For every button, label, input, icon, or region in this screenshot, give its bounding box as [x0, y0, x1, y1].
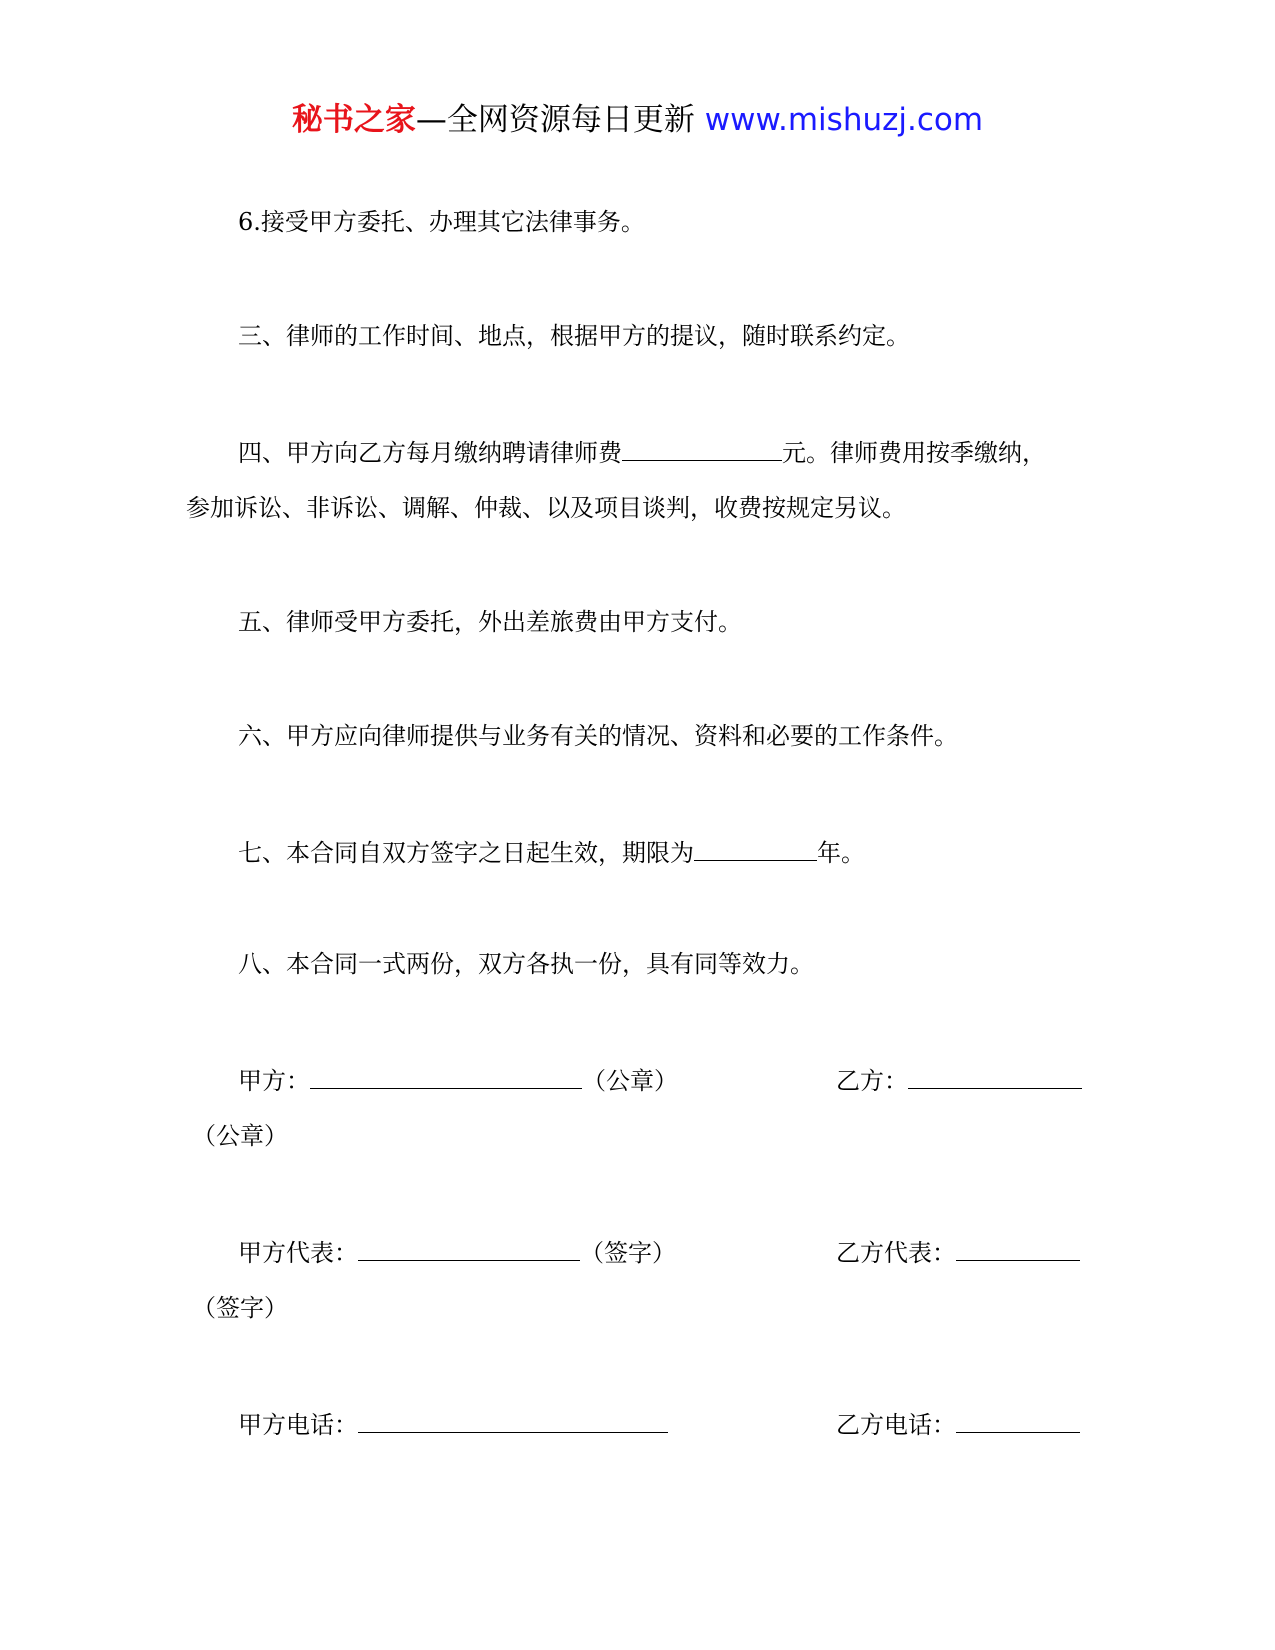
site-url: www.mishuzj.com	[704, 102, 984, 138]
party-a-blank	[310, 1062, 582, 1089]
rep-b-blank	[956, 1234, 1080, 1261]
clause-4-text: 四、甲方向乙方每月缴纳聘请律师费	[238, 439, 622, 467]
clause-5: 五、律师受甲方委托，外出差旅费由甲方支付。	[238, 608, 742, 636]
clause-7-text-after: 年。	[817, 839, 865, 867]
phone-a-row	[238, 1406, 668, 1441]
header-tagline: —全网资源每日更新	[415, 102, 705, 138]
clause-8: 八、本合同一式两份，双方各执一份，具有同等效力。	[238, 950, 814, 978]
clause-4-text-after: 元。律师费用按季缴纳，	[782, 439, 1046, 467]
rep-b-label: 乙方代表：	[836, 1239, 956, 1267]
clause-6-item: 6.接受甲方委托、办理其它法律事务。	[238, 208, 645, 236]
party-b-row	[836, 1062, 1082, 1097]
party-b-label: 乙方：	[836, 1067, 908, 1095]
fee-blank	[622, 434, 782, 461]
party-a-seal: （公章）	[582, 1067, 678, 1095]
party-a-row	[238, 1062, 678, 1097]
brand-name: 秘书之家	[291, 102, 416, 138]
phone-a-blank	[358, 1406, 668, 1433]
rep-a-row	[238, 1234, 676, 1269]
phone-a-label: 甲方电话：	[238, 1411, 358, 1439]
term-blank	[694, 834, 817, 861]
clause-4	[238, 434, 1046, 469]
party-b-seal: （公章）	[192, 1122, 288, 1150]
clause-3: 三、律师的工作时间、地点，根据甲方的提议，随时联系约定。	[238, 322, 910, 350]
rep-b-sign: （签字）	[192, 1294, 288, 1322]
party-b-blank	[908, 1062, 1082, 1089]
phone-b-row	[836, 1406, 1080, 1441]
clause-7	[238, 834, 865, 869]
rep-b-row	[836, 1234, 1080, 1269]
phone-b-label: 乙方电话：	[836, 1411, 956, 1439]
document-header	[0, 100, 1275, 140]
clause-7-text: 七、本合同自双方签字之日起生效，期限为	[238, 839, 694, 867]
phone-b-blank	[956, 1406, 1080, 1433]
clause-4-line2: 参加诉讼、非诉讼、调解、仲裁、以及项目谈判，收费按规定另议。	[186, 494, 906, 522]
rep-a-sign: （签字）	[580, 1239, 676, 1267]
party-a-label: 甲方：	[238, 1067, 310, 1095]
rep-a-blank	[358, 1234, 580, 1261]
rep-a-label: 甲方代表：	[238, 1239, 358, 1267]
clause-6: 六、甲方应向律师提供与业务有关的情况、资料和必要的工作条件。	[238, 722, 958, 750]
